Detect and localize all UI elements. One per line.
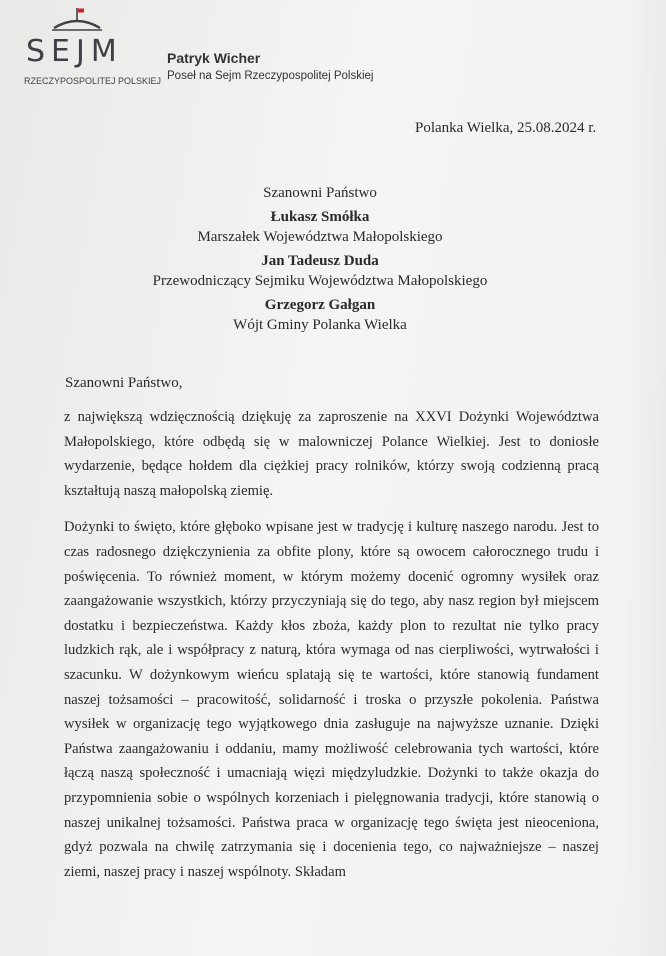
addressees-block (120, 183, 520, 335)
letter-body (64, 405, 599, 884)
addressee-name: Jan Tadeusz Duda (261, 253, 379, 269)
mp-title: Poseł na Sejm Rzeczypospolitej Polskiej (167, 70, 374, 82)
addressees-greeting: Szanowni Państwo (263, 185, 377, 201)
body-paragraph: z największą wdzięcznością dziękuję za zaproszenie na XXVI Dożynki Województwa Małopolskiego, które odbędą się w malowniczej Polance Wielkiej. Jest to doniosłe wydarzenie, będące hołdem dla ciężkiej pracy rolników, którzy swoją codzienną pracą kształtują naszą małopolską ziemię. (64, 409, 599, 499)
addressee-role: Przewodniczący Sejmiku Województwa Małopolskiego (152, 273, 488, 289)
logo-subtitle: RZECZYPOSPOLITEJ POLSKIEJ (24, 76, 162, 86)
paper-shadow (626, 0, 666, 956)
salutation: Szanowni Państwo, (65, 375, 183, 391)
mp-name: Patryk Wicher (167, 50, 261, 66)
body-paragraph: Dożynki to święto, które głęboko wpisane jest w tradycję i kulturę naszego narodu. Jest to czas radosnego dziękczynienia za obfite plony, które są owocem całorocznego trudu i poświęcenia. To również moment, w którym możemy docenić ogromny wysiłek oraz zaangażowanie wszystkich, którzy przyczyniają się do tego, aby nasz region był miejscem dostatku i bezpieczeństwa. Każdy kłos zboża, każdy plon to rezultat nie tylko pracy ludzkich rąk, ale i współpracy z naturą, która wymaga od nas cierpliwości, wytrwałości i szacunku. W dożynkowym wieńcu splatają się te wartości, które stanowią fundament naszej tożsamości – pracowitość, solidarność i troska o przyszłe pokolenia. Państwa wysiłek w organizację tego wyjątkowego dnia zasługuje na najwyższe uznanie. Dzięki Państwa zaangażowaniu i oddaniu, mamy możliwość celebrowania tych wartości, które łączą naszą społeczność i umacniają więzi międzyludzkie. Dożynki to także okazja do przypomnienia sobie o wspólnych korzeniach i pielęgnowania tradycji, które stanowią o naszej unikalnej tożsamości. Państwa praca w organizację tego święta jest nieoceniona, gdyż pozwala na chwilę zatrzymania się i docenienia tego, co najważniejsze – naszej ziemi, naszej pracy i naszej wspólnoty. Składam (64, 519, 599, 880)
sejm-emblem-icon (52, 8, 102, 34)
addressee-role: Marszałek Województwa Małopolskiego (197, 229, 443, 245)
addressee-name: Łukasz Smółka (270, 209, 370, 225)
addressee-role: Wójt Gminy Polanka Wielka (233, 317, 407, 333)
sejm-logo (22, 6, 162, 86)
letter-date: Polanka Wielka, 25.08.2024 r. (415, 120, 597, 136)
logo-word: SEJM (26, 34, 123, 69)
addressee-name: Grzegorz Gałgan (264, 297, 376, 313)
